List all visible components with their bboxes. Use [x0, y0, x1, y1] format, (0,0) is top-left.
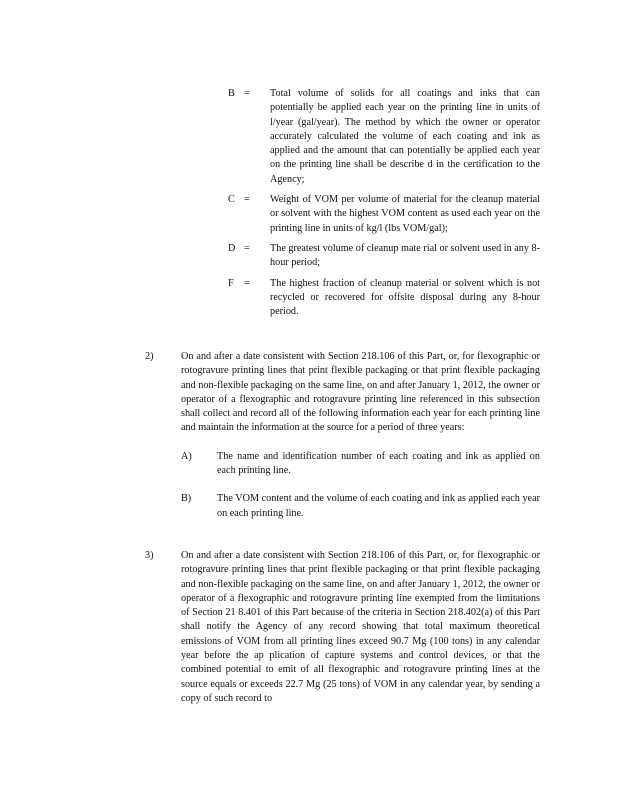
item-paragraph: On and after a date consistent with Section 218.106 of this Part, or, for flexographic or rotogravure printing lines that print flexible packaging or that print flexible packaging and non-flexible packaging on the same line, on and after January 1, 2012, the owner or operator of a flexographic and rotogravure printing line referenced in this subsection shall collect and record all of the following information each year for each printing line and maintain the information at the source for a period of three years: [181, 351, 540, 434]
subitem-a [181, 450, 540, 479]
definition-text: Weight of VOM per volume of material for the cleanup material or solvent with the highest VOM content as used each year on the printing line in units of kg/l (lbs VOM/gal); [270, 194, 540, 234]
variable-definitions [228, 87, 548, 325]
definition-symbol: C [228, 194, 235, 206]
definition-text: Total volume of solids for all coatings and inks that can potentially be applied each year on the printing line in units of l/year (gal/year). The method by which the owner or operator accurately calculated the volume of each coating and ink as applied and the amount that can potentially be applied each year on the printing line shall be describe d in the certification to the Agency; [270, 88, 540, 185]
definition-equals: = [244, 277, 250, 289]
definition-equals: = [244, 242, 250, 254]
item-number: 2) [145, 351, 154, 362]
numbered-item-3 [145, 549, 540, 706]
definition-symbol: B [228, 88, 235, 99]
item-number: 3) [145, 550, 154, 561]
subitem-b [181, 492, 540, 521]
definition-text: The highest fraction of cleanup material or solvent which is not recycled or recovered for offsite disposal during any 8-hour period. [270, 277, 540, 318]
item-paragraph: On and after a date consistent with Section 218.106 of this Part, or, for flexographic or rotogravure printing lines that print flexible packaging or that print flexible packaging and non-flexible packaging on the same line, on and after January 1, 2012, the owner or operator of a flexographic and rotogravure printing line exempted from the limitations of Section 21 8.401 of this Part because of the criteria in Section 218.402(a) of this Part shall notify the Agency of any record showing that total maximum theoretical emissions of VOM from all printing lines exceed 90.7 Mg (100 tons) in any calendar year before the ap plication of capture systems and control devices, or that the combined potential to emit of all flexographic and rotogravure printing lines at the source equals or exceeds 22.7 Mg (25 tons) of VOM in any calendar year, by sending a copy of such record to [181, 550, 540, 704]
definition-d [228, 242, 548, 271]
subitem-label: A) [181, 450, 192, 462]
subitem-text: The name and identification number of each coating and ink as applied on each printing line. [217, 450, 540, 477]
definition-symbol: D [228, 242, 236, 254]
definition-text: The greatest volume of cleanup mate rial or solvent used in any 8-hour period; [270, 242, 540, 269]
definition-equals: = [244, 194, 250, 206]
subitem-label: B) [181, 493, 192, 505]
item-body [181, 549, 540, 706]
definition-symbol: F [228, 277, 234, 289]
definition-b [228, 87, 548, 187]
item-body [181, 350, 540, 521]
numbered-item-2 [145, 350, 540, 521]
definition-equals: = [244, 88, 250, 99]
subitem-text: The VOM content and the volume of each coating and ink as applied each year on each printing line. [217, 493, 540, 519]
definition-c [228, 193, 548, 236]
definition-f [228, 277, 548, 320]
